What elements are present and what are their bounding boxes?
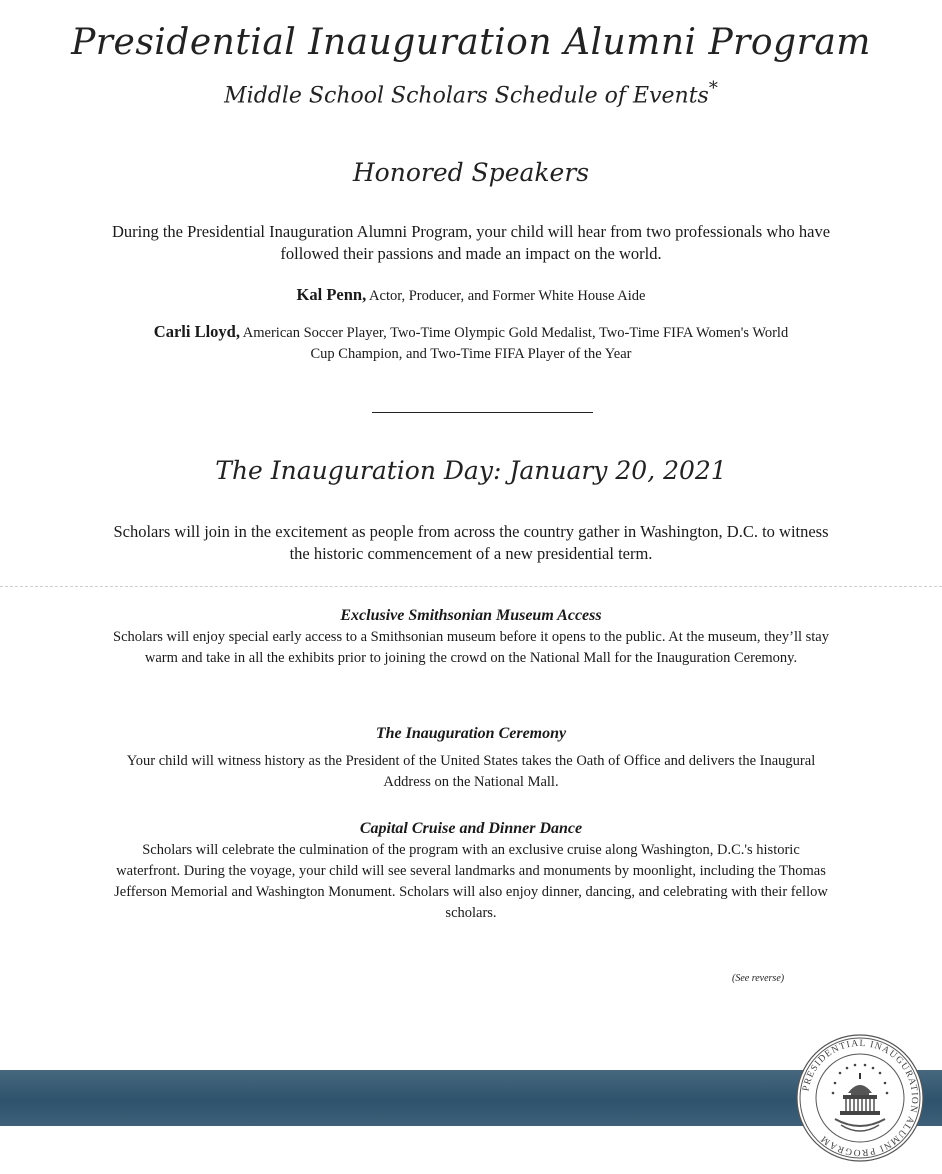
speakers-intro: During the Presidential Inauguration Alumni Program, your child will hear from two professionals who have followed their passions and made an impact on the world.: [111, 222, 831, 263]
inauguration-day-heading: The Inauguration Day: January 20, 2021: [215, 456, 727, 485]
event-description: Scholars will celebrate the culmination of the program with an exclusive cruise along Washington, D.C.'s historic waterfront. During the voyage, your child will see several landmarks and monuments by moonlight, including the Thomas Jefferson Memorial and Washington Monument. Scholars will also enjoy dinner, dancing, and celebrating with their fellow scholars.: [114, 842, 828, 921]
event-description: Scholars will enjoy special early access to a Smithsonian museum before it opens to the public. At the museum, they’ll stay warm and take in all the exhibits prior to joining the crowd on the National Mall for the Inauguration Ceremony.: [113, 629, 829, 666]
speaker-name: Kal Penn,: [296, 285, 367, 304]
see-reverse-note: (See reverse): [732, 973, 785, 984]
fold-line: [0, 586, 942, 587]
subtitle-text: Middle School Scholars Schedule of Events: [224, 83, 709, 109]
speaker-name: Carli Lloyd,: [153, 322, 240, 341]
event-title: Capital Cruise and Dinner Dance: [359, 820, 583, 837]
seal-text: PRESIDENTIAL INAUGURATION ALUMNI PROGRAM: [801, 1038, 920, 1158]
speaker-description: American Soccer Player, Two-Time Olympic Gold Medalist, Two-Time FIFA Women's World Cup Champion, and Two-Time FIFA Player of the Year: [242, 325, 789, 362]
speaker-description: Actor, Producer, and Former White House Aide: [369, 288, 646, 304]
subtitle-asterisk: *: [708, 78, 718, 99]
speaker-entry: [0, 284, 942, 307]
event-item: [110, 606, 832, 669]
event-item: [110, 724, 832, 793]
section-divider: [372, 412, 593, 413]
program-seal-icon: [795, 1033, 925, 1163]
page-title: Presidential Inauguration Alumni Program: [71, 22, 871, 63]
page-subtitle: [0, 78, 942, 108]
speaker-entry: [140, 321, 802, 365]
event-description: Your child will witness history as the President of the United States takes the Oath of Office and delivers the Inaugural Address on the National Mall.: [126, 753, 816, 790]
event-item: [110, 819, 832, 924]
event-title: Exclusive Smithsonian Museum Access: [340, 607, 602, 624]
speakers-heading: Honored Speakers: [352, 158, 590, 187]
event-title: The Inauguration Ceremony: [375, 725, 567, 742]
inauguration-day-intro: Scholars will join in the excitement as people from across the country gather in Washington, D.C. to witness the historic commencement of a new presidential term.: [113, 522, 829, 563]
